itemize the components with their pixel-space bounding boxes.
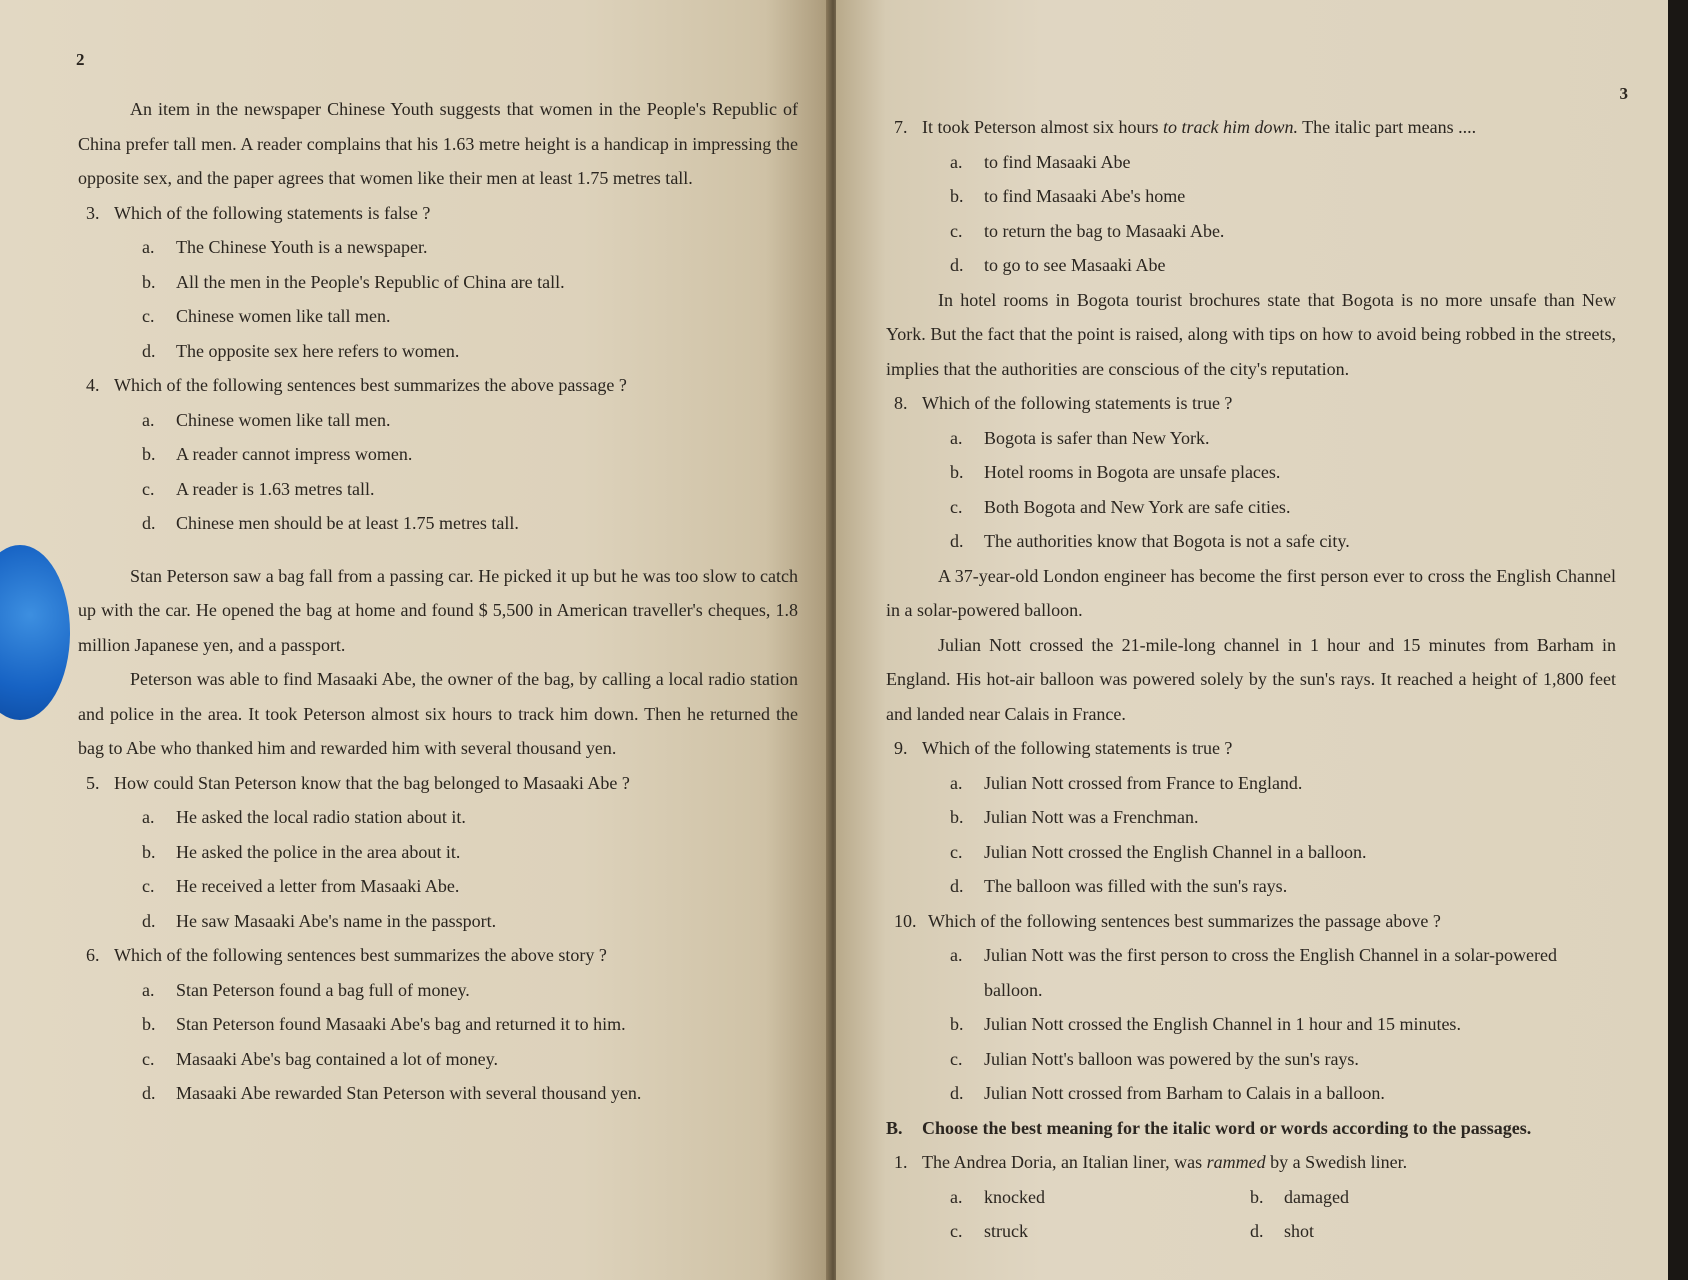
question-4: 4. Which of the following sentences best summarizes the above passage ? bbox=[86, 375, 627, 395]
option[interactable]: a. Chinese women like tall men. bbox=[142, 409, 391, 430]
option[interactable]: a. The Chinese Youth is a newspaper. bbox=[142, 237, 428, 257]
page-number-right: 3 bbox=[1619, 84, 1628, 103]
option[interactable]: c. Chinese women like tall men. bbox=[142, 306, 391, 326]
option[interactable]: a. Stan Peterson found a bag full of money. bbox=[142, 979, 470, 1000]
option[interactable]: b. Julian Nott was a Frenchman. bbox=[950, 807, 1199, 827]
option[interactable]: b. Stan Peterson found Masaaki Abe's bag and returned it to him. bbox=[142, 1014, 626, 1034]
option[interactable]: c. Julian Nott crossed the English Channel in a balloon. bbox=[950, 841, 1367, 862]
question-8: 8. Which of the following statements is true ? bbox=[894, 393, 1233, 413]
option[interactable]: d. The authorities know that Bogota is not a safe city. bbox=[950, 531, 1350, 551]
passage-balloon-1: A 37-year-old London engineer has become the first person ever to cross the English Channel in a solar-powered balloon. bbox=[886, 565, 1616, 620]
option[interactable]: d. Chinese men should be at least 1.75 metres tall. bbox=[142, 513, 519, 533]
option[interactable]: c. Both Bogota and New York are safe cities. bbox=[950, 496, 1291, 517]
option[interactable]: d. Julian Nott crossed from Barham to Calais in a balloon. bbox=[950, 1083, 1385, 1103]
question-6-options bbox=[78, 973, 798, 1111]
option[interactable]: a. Julian Nott was the first person to cross the English Channel in a solar-powered balloon. bbox=[950, 945, 1558, 1000]
right-column bbox=[886, 110, 1616, 1249]
option[interactable]: d. Masaaki Abe rewarded Stan Peterson with several thousand yen. bbox=[142, 1083, 642, 1103]
question-7: 7. It took Peterson almost six hours to track him down. The italic part means .... bbox=[894, 117, 1477, 137]
option[interactable]: d. He saw Masaaki Abe's name in the passport. bbox=[142, 910, 497, 931]
option[interactable]: b. Julian Nott crossed the English Channel in 1 hour and 15 minutes. bbox=[950, 1014, 1461, 1034]
option[interactable]: a. knocked bbox=[950, 1186, 1045, 1207]
option[interactable]: c. Masaaki Abe's bag contained a lot of money. bbox=[142, 1048, 498, 1069]
question-b1: 1. The Andrea Doria, an Italian liner, was rammed by a Swedish liner. bbox=[894, 1152, 1408, 1172]
option[interactable]: d. The balloon was filled with the sun's rays. bbox=[950, 876, 1288, 896]
option[interactable]: d. shot bbox=[1250, 1221, 1315, 1241]
question-9-options bbox=[886, 766, 1616, 904]
question-3: 3. Which of the following statements is false ? bbox=[86, 202, 431, 223]
question-6: 6. Which of the following sentences best summarizes the above story ? bbox=[86, 945, 607, 965]
option[interactable]: a. He asked the local radio station about it. bbox=[142, 807, 466, 827]
option[interactable]: b. to find Masaaki Abe's home bbox=[950, 186, 1186, 206]
option[interactable]: c. A reader is 1.63 metres tall. bbox=[142, 478, 375, 499]
question-7-options bbox=[886, 145, 1616, 283]
option[interactable]: c. He received a letter from Masaaki Abe. bbox=[142, 876, 460, 896]
option[interactable]: b. Hotel rooms in Bogota are unsafe places. bbox=[950, 462, 1281, 482]
option[interactable]: c. Julian Nott's balloon was powered by the sun's rays. bbox=[950, 1048, 1359, 1069]
option[interactable]: b. All the men in the People's Republic of China are tall. bbox=[142, 271, 565, 292]
passage-peterson-2: Peterson was able to find Masaaki Abe, the owner of the bag, by calling a local radio station and police in the area. It took Peterson almost six hours to track him down. Then he returned the bag to Abe who thanked him and rewarded him with several thousand yen. bbox=[78, 669, 798, 758]
option[interactable]: a. to find Masaaki Abe bbox=[950, 151, 1131, 172]
question-b1-options bbox=[886, 1180, 1616, 1249]
passage-bogota: In hotel rooms in Bogota tourist brochures state that Bogota is no more unsafe than New York. But the fact that the point is raised, along with tips on how to avoid being robbed in the streets, implies that the authorities are conscious of the city's reputation. bbox=[886, 289, 1616, 379]
passage-balloon-2: Julian Nott crossed the 21-mile-long channel in 1 hour and 15 minutes from Barham in England. His hot-air balloon was powered solely by the sun's rays. It reached a height of 1,800 feet and landed near Calais in France. bbox=[886, 634, 1616, 724]
option[interactable]: c. struck bbox=[950, 1221, 1028, 1241]
page-number-left: 2 bbox=[76, 50, 85, 69]
passage-peterson-1: Stan Peterson saw a bag fall from a passing car. He picked it up but he was too slow to catch up with the car. He opened the bag at home and found $ 5,500 in American traveller's cheques, 1.8 million Japanese yen, and a passport. bbox=[78, 565, 798, 655]
question-8-options bbox=[886, 421, 1616, 559]
question-3-options bbox=[78, 230, 798, 368]
option[interactable]: d. The opposite sex here refers to women. bbox=[142, 340, 460, 361]
question-9: 9. Which of the following statements is true ? bbox=[894, 738, 1233, 758]
question-10-options bbox=[886, 938, 1616, 1111]
right-page bbox=[836, 0, 1668, 1280]
option[interactable]: a. Bogota is safer than New York. bbox=[950, 427, 1210, 448]
option[interactable]: b. damaged bbox=[1250, 1186, 1349, 1207]
option[interactable]: b. He asked the police in the area about it. bbox=[142, 841, 461, 862]
left-page bbox=[0, 0, 832, 1280]
question-5: 5. How could Stan Peterson know that the bag belonged to Masaaki Abe ? bbox=[86, 772, 630, 793]
question-5-options bbox=[78, 800, 798, 938]
option[interactable]: c. to return the bag to Masaaki Abe. bbox=[950, 220, 1225, 241]
option[interactable]: a. Julian Nott crossed from France to England. bbox=[950, 772, 1303, 793]
option[interactable]: d. to go to see Masaaki Abe bbox=[950, 255, 1166, 275]
question-10: 10. Which of the following sentences best summarizes the passage above ? bbox=[894, 910, 1441, 931]
section-b-heading: B. Choose the best meaning for the italic word or words according to the passages. bbox=[886, 1117, 1532, 1138]
option[interactable]: b. A reader cannot impress women. bbox=[142, 444, 413, 464]
thumb-finger bbox=[0, 545, 70, 720]
left-column bbox=[78, 92, 798, 1111]
question-4-options bbox=[78, 403, 798, 541]
passage-tall-men: An item in the newspaper Chinese Youth suggests that women in the People's Republic of China prefer tall men. A reader complains that his 1.63 metre height is a handicap in impressing the opposite sex, and the paper agrees that women like their men at least 1.75 metres tall. bbox=[78, 99, 798, 188]
